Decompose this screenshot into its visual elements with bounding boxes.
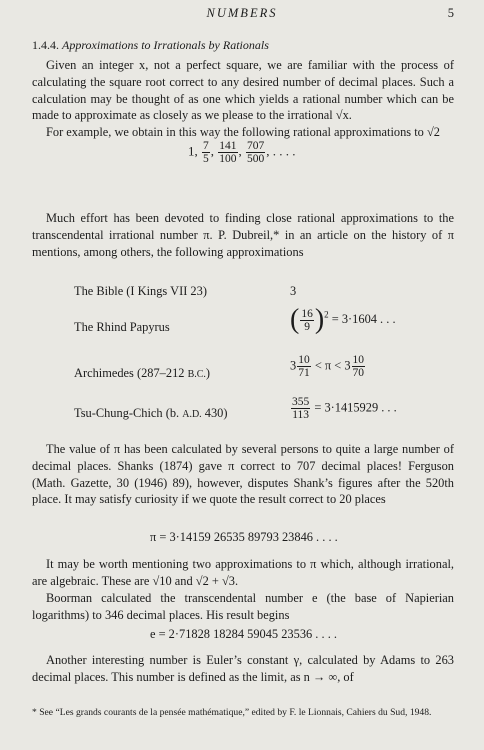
paragraph-algebraic: It may be worth mentioning two approximations to π which, although irrational, are algebraic. These are √10 and √2 + √3. bbox=[32, 557, 454, 588]
fraction-141-100: $\frac{141}{100}$ bbox=[219, 140, 237, 165]
seq-tail: , . . . . bbox=[266, 143, 296, 159]
paragraph-pi-calculations: The value of π has been calculated by several persons to quite a large number of decimal places. Shanks (1874) gave π correct to 707 decimal places! Ferguson (Math. Gazette, 30 (1946) 89), however, disputes Shank’s figures after the 520th place. It may satisfy curiosity if we quote the result correct to 20 places bbox=[32, 442, 454, 507]
bible-label: The Bible (I Kings VII 23) bbox=[74, 284, 207, 298]
fraction-707-500: $\frac{707}{500}$ bbox=[247, 140, 265, 165]
section-title: Approximations to Irrationals by Rationals bbox=[62, 38, 269, 52]
bible-value: 3 bbox=[290, 284, 297, 298]
fraction-7-5: $\frac{7}{5}$ bbox=[203, 140, 209, 165]
archimedes-label: Archimedes (287–212 B.C.) bbox=[74, 366, 211, 380]
page-number: 5 bbox=[447, 6, 454, 20]
running-title: NUMBERS bbox=[206, 6, 278, 20]
tsu-value: $\frac{355}{113}$ = 3·1415929 . . . bbox=[292, 396, 397, 421]
sqrt2-approximations: 1, $\frac{7}{5}$ , $\frac{141}{100}$ , $\frac{707}{500}$ , . . . . bbox=[188, 140, 296, 165]
footnote: * See “Les grands courants de la pensée mathématique,” edited by F. le Lionnais, Cahiers du Sud, 1948. bbox=[32, 707, 432, 718]
rhind-label: The Rhind Papyrus bbox=[74, 320, 170, 334]
tsu-label: Tsu-Chung-Chich (b. A.D. 430) bbox=[74, 406, 228, 420]
paragraph-e: Boorman calculated the transcendental number e (the base of Napierian logarithms) to 346 decimal places. His result begins bbox=[32, 591, 454, 622]
section-number: 1.4.4. bbox=[32, 38, 59, 52]
e-equation: e = 2·71828 18284 59045 23536 . . . . bbox=[150, 627, 337, 641]
paragraph-euler: Another interesting number is Euler’s constant γ, calculated by Adams to 263 decimal places. This number is defined as the limit, as n → ∞, of bbox=[32, 653, 454, 684]
archimedes-value: 3 $\frac{10}{71}$ < π < 3 $\frac{10}{70}$ bbox=[290, 354, 365, 379]
fraction-10-70: $\frac{10}{70}$ bbox=[352, 354, 365, 379]
paragraph-intro: Given an integer x, not a perfect square, we are familiar with the process of calculating the square root correct to any desired number of decimal places. Such a calculation may be thought of as one which yields a rational number which can be made to approximate as closely as we please to the irrational √x. bbox=[32, 58, 454, 123]
paragraph-pi-history: Much effort has been devoted to finding close rational approximations to the transcendental irrational number π. P. Dubreil,* in an article on the history of π mentions, among others, the following approximations bbox=[32, 211, 454, 259]
seq-first: 1, bbox=[188, 143, 198, 159]
rhind-value: ( $\frac{16}{9}$ )$^2$ = 3·1604 . . . bbox=[290, 304, 396, 335]
section-heading bbox=[32, 38, 269, 53]
fraction-10-71: $\frac{10}{71}$ bbox=[298, 354, 310, 379]
fraction-355-113: $\frac{355}{113}$ bbox=[292, 396, 310, 421]
paragraph-sqrt2: For example, we obtain in this way the following rational approximations to √2 bbox=[46, 125, 440, 139]
pi-equation: π = 3·14159 26535 89793 23846 . . . . bbox=[150, 530, 338, 544]
fraction-16-9: $\frac{16}{9}$ bbox=[301, 307, 313, 333]
exponent: 2 bbox=[324, 309, 329, 320]
